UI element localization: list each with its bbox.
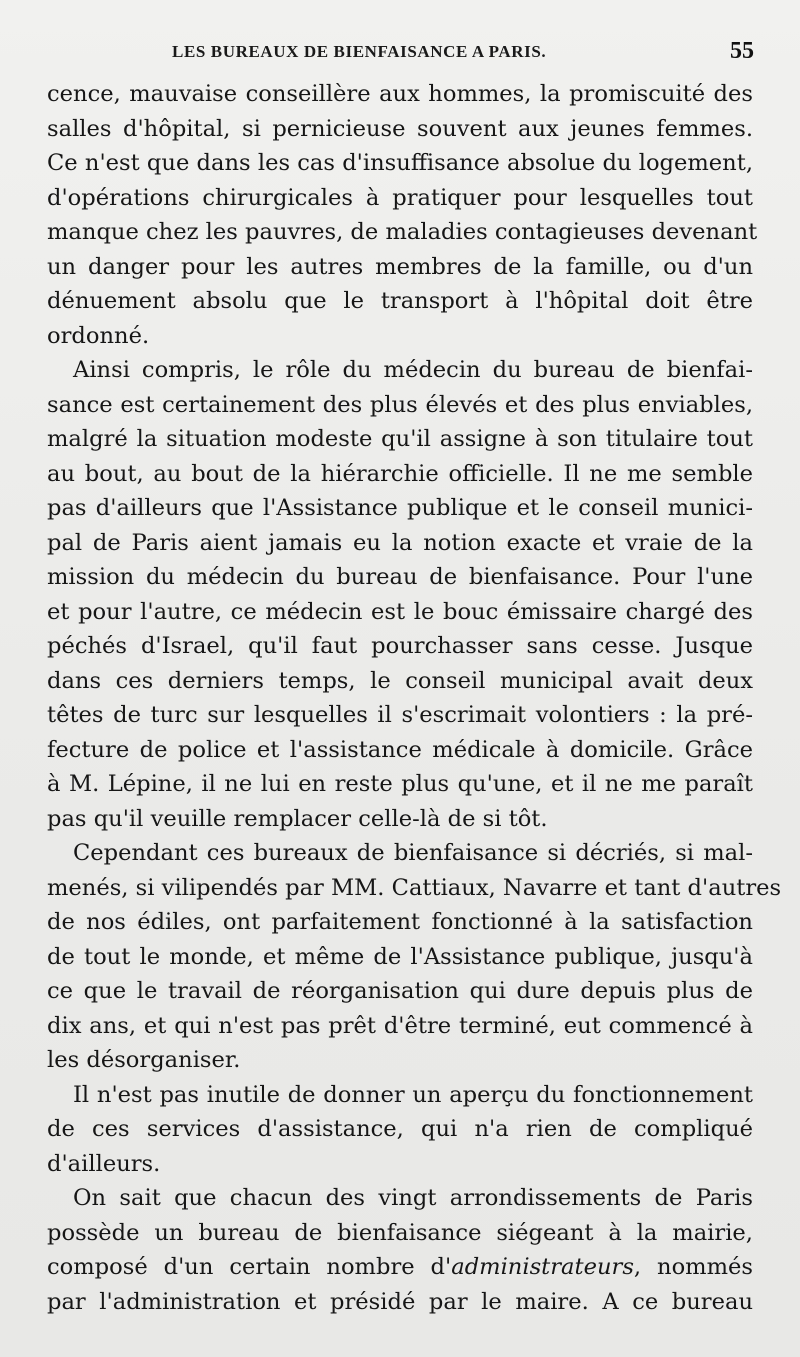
paragraph-5 [47, 1181, 753, 1319]
text-line: pal de Paris aient jamais eu la notion exacte et vraie de la [47, 529, 753, 556]
text-line: têtes de turc sur lesquelles il s'escrimait volontiers : la pré- [47, 702, 753, 728]
text-line: dans ces derniers temps, le conseil municipal avait deux [47, 667, 753, 694]
paragraph-1 [47, 77, 758, 353]
text-line: pas d'ailleurs que l'Assistance publique et le conseil munici- [47, 495, 753, 521]
text-line: au bout, au bout de la hiérarchie officielle. Il ne me semble [47, 460, 753, 487]
text-line: fecture de police et l'assistance médicale à domicile. Grâce [47, 736, 753, 763]
page-number: 55 [730, 38, 754, 64]
page-header [0, 38, 800, 72]
text-line: dénuement absolu que le transport à l'hôpital doit être [47, 288, 753, 314]
text-line: Il n'est pas inutile de donner un aperçu du fonctionnement [73, 1081, 753, 1108]
text-line: d'opérations chirurgicales à pratiquer pour lesquelles tout [47, 184, 753, 211]
text-line: Ce n'est que dans les cas d'insuffisance absolue du logement, [47, 150, 753, 176]
text-line: malgré la situation modeste qu'il assigne à son titulaire tout [47, 426, 753, 452]
text-line: Cependant ces bureaux de bienfaisance si décriés, si mal- [73, 840, 753, 866]
italic-term: administrateurs [451, 1254, 634, 1280]
text-line: les désorganiser. [47, 1047, 241, 1073]
text-line: d'ailleurs. [47, 1150, 161, 1177]
text-line: et pour l'autre, ce médecin est le bouc émissaire chargé des [47, 598, 753, 625]
text-line: On sait que chacun des vingt arrondissements de Paris [73, 1185, 753, 1211]
text-line: menés, si vilipendés par MM. Cattiaux, Navarre et tant d'autres [47, 874, 782, 901]
paragraph-2 [47, 353, 753, 836]
body-text [47, 77, 782, 1319]
text-line: pas qu'il veuille remplacer celle-là de si tôt. [47, 805, 548, 832]
text-line: de nos édiles, ont parfaitement fonctionné à la satisfaction [47, 909, 753, 935]
text-line: mission du médecin du bureau de bienfaisance. Pour l'une [47, 564, 753, 590]
paragraph-4 [47, 1078, 753, 1182]
text-run: composé d'un certain nombre d' [47, 1254, 452, 1280]
text-run: , nommés [633, 1254, 753, 1280]
text-line: manque chez les pauvres, de maladies contagieuses devenant [47, 219, 758, 245]
text-line: un danger pour les autres membres de la famille, ou d'un [47, 253, 753, 280]
text-line: à M. Lépine, il ne lui en reste plus qu'une, et il ne me paraît [47, 771, 753, 797]
text-line: par l'administration et présidé par le maire. A ce bureau [47, 1288, 753, 1315]
text-line: péchés d'Israel, qu'il faut pourchasser sans cesse. Jusque [47, 633, 753, 659]
text-line: salles d'hôpital, si pernicieuse souvent aux jeunes femmes. [47, 115, 753, 142]
text-line: de ces services d'assistance, qui n'a rien de compliqué [47, 1116, 753, 1142]
text-line: de tout le monde, et même de l'Assistance publique, jusqu'à [47, 943, 753, 970]
text-line: dix ans, et qui n'est pas prêt d'être terminé, eut commencé à [47, 1012, 753, 1039]
text-line: possède un bureau de bienfaisance siégeant à la mairie, [47, 1219, 753, 1246]
text-line-mixed [47, 1250, 753, 1285]
text-line: cence, mauvaise conseillère aux hommes, la promiscuité des [47, 81, 753, 107]
text-line: ordonné. [47, 322, 150, 349]
text-line: ce que le travail de réorganisation qui dure depuis plus de [47, 978, 753, 1004]
running-head: LES BUREAUX DE BIENFAISANCE A PARIS. [172, 42, 547, 61]
text-line: Ainsi compris, le rôle du médecin du bureau de bienfai- [73, 357, 753, 383]
text-line: sance est certainement des plus élevés et des plus enviables, [47, 391, 753, 418]
paragraph-3 [47, 836, 782, 1078]
